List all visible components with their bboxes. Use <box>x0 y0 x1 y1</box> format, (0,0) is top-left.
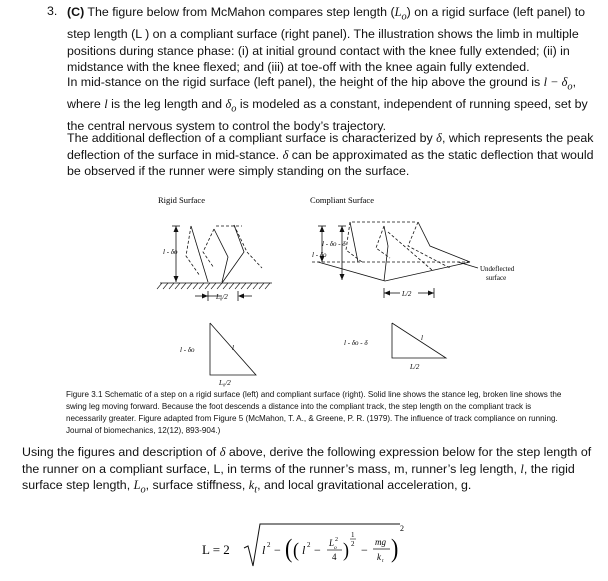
figure-caption: Figure 3.1 Schematic of a step on a rigid surface (left) and compliant surface (right). Solid line shows the stance leg, broken line shows the swing leg moving forward. Because the foot descends a distance into the compliant track, the step length on the compliant track is necessarily greater. Figure adapted from Figure 5 (McMahon, T. A., & Greene, P. R. (1979). The influence of track compliance on running. Journal of biomechanics, 12(12), 893-904.) <box>66 390 562 435</box>
eq-paren-inner-l: ( <box>293 539 299 562</box>
compliance-paragraph: The additional deflection of a compliant surface is characterized by δ, which represents the peak deflection of the surface in mid-stance. δ can be approximated as the static deflection that would be observed if the runner were simply standing on the surface. <box>67 131 594 179</box>
task-paragraph: Using the figures and description of δ above, derive the following expression below for the step length of the runner on a compliant surface, L, in terms of the runner’s mass, m, runner’s leg length, l, the rigid surface step length, $L_o$, surface stiffness, $k_t$, and local gravitational acceleration, g. <box>22 445 592 496</box>
eq-outer-exp: 2 <box>400 524 404 533</box>
eq-paren-outer-r: ) <box>391 533 399 564</box>
eq-minus-1: − <box>274 543 281 557</box>
tri-left-vertical: l - δo <box>180 346 195 354</box>
eq-l-inner-exp: 2 <box>307 541 311 549</box>
eq-Lo-exp: 2 <box>335 537 338 543</box>
tri-left-base: L₀/2 <box>219 379 231 387</box>
tri-left-hyp: l <box>232 344 234 352</box>
eq-l: l <box>262 543 266 557</box>
eq-kt-sub: t <box>382 558 384 564</box>
compliant-title: Compliant Surface <box>310 195 374 205</box>
eq-paren-inner-r: ) <box>343 539 349 562</box>
tri-right-vertical: l - δo - δ <box>344 339 368 347</box>
eq-lhs: L = 2 <box>202 542 230 557</box>
eq-Lo: L <box>329 538 335 548</box>
eq-half-num: 1 <box>351 531 355 539</box>
midstance-paragraph: In mid-stance on the rigid surface (left panel), the height of the hip above the ground is $l - \delta_o$, where l is the leg length and $\delta_o$ is modeled as a constant, independent of running speed, set by the central nervous system to control the body’s trajectory. <box>67 75 588 134</box>
undeflected-label-1: Undeflected <box>480 265 515 273</box>
eq-kt: k <box>377 552 381 562</box>
tri-right-base: L/2 <box>410 363 420 371</box>
eq-l-exp: 2 <box>267 541 271 549</box>
eq-half-den: 2 <box>351 540 355 548</box>
eq-minus-3: − <box>361 543 368 557</box>
undeflected-label-2: surface <box>486 274 507 282</box>
rigid-height-label: l - δo <box>163 248 178 256</box>
rigid-half-step-label: L₀/2 <box>216 293 228 301</box>
eq-Lo-sub: o <box>334 545 337 551</box>
eq-minus-2: − <box>314 543 321 557</box>
rigid-title: Rigid Surface <box>158 195 205 205</box>
eq-l-inner: l <box>302 543 306 557</box>
eq-four: 4 <box>332 552 337 562</box>
question-number: 3. <box>47 4 58 18</box>
intro-paragraph: (C) The figure below from McMahon compares step length $(L_o)$ on a rigid surface (left panel) to step length (L ) on a compliant surface (right panel). The illustration shows the limb in multiple positions during stance phase: (i) at initial ground contact with the knee fully extended; (ii) in midstance with the knee flexed; and (iii) at toe-off with the knee again fully extended. <box>67 5 586 75</box>
compliant-height-label-b: l - δo <box>312 251 327 259</box>
tri-right-hyp: l <box>421 334 423 342</box>
compliant-half-step-label: L/2 <box>402 290 412 298</box>
eq-mg: mg <box>375 537 386 547</box>
question-label: (C) <box>67 5 85 19</box>
eq-paren-outer-l: ( <box>285 533 293 564</box>
compliant-height-label-a: l - δo - δ <box>322 240 346 248</box>
